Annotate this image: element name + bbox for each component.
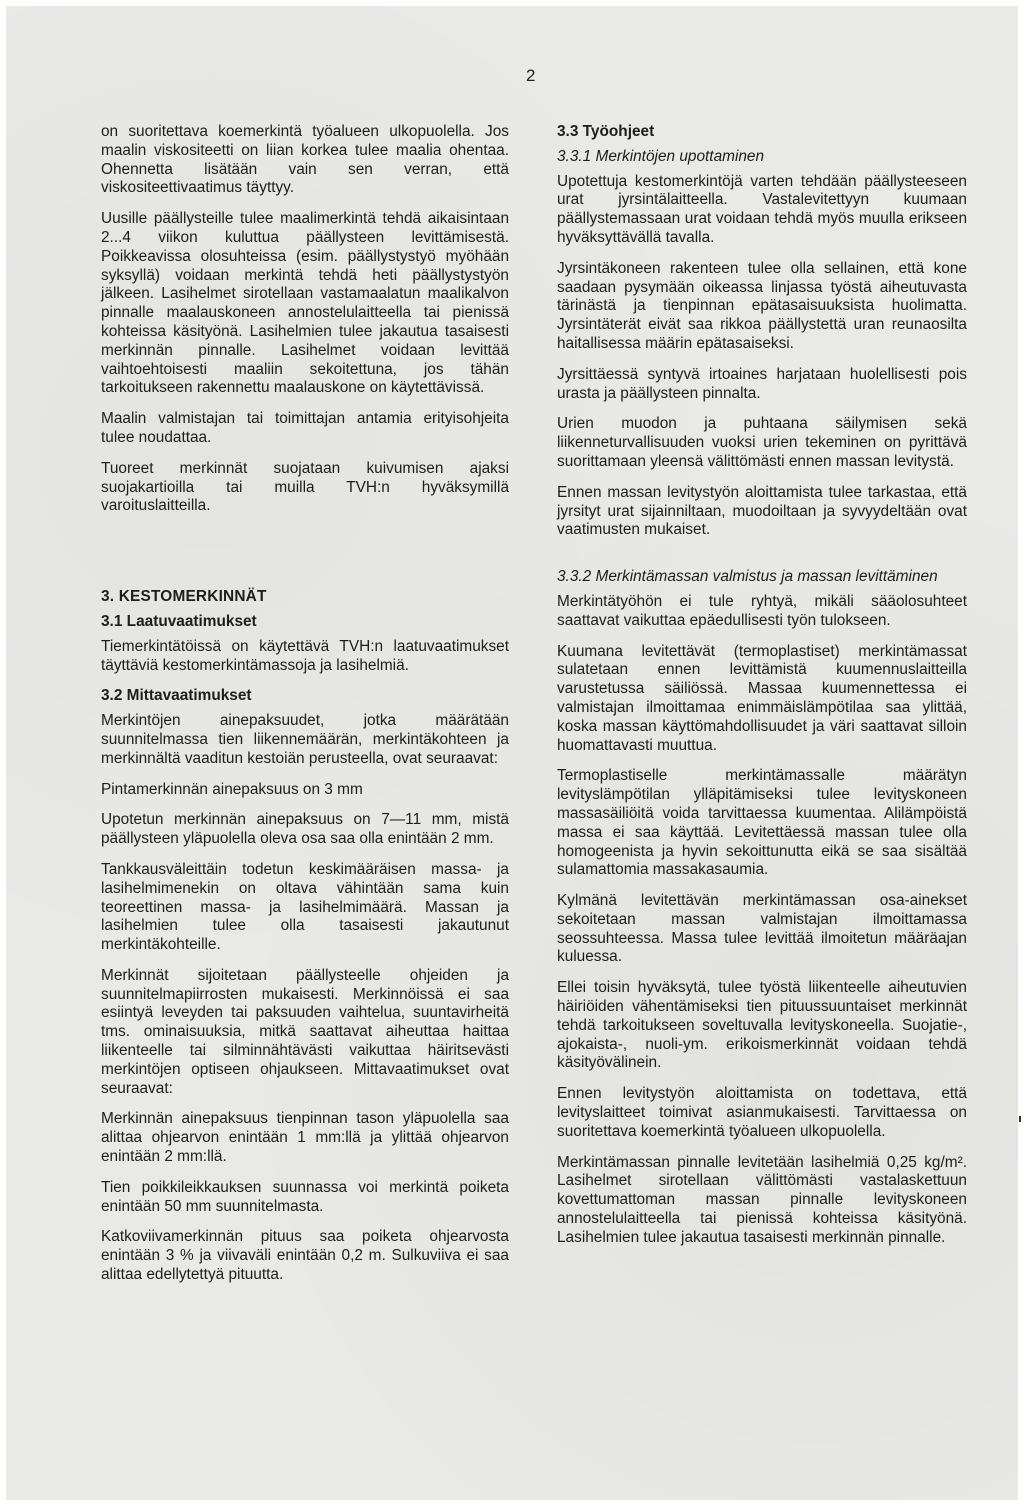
subsection-heading: 3.2 Mittavaatimukset — [101, 687, 252, 705]
paragraph: Tuoreet merkinnät suojataan kuivumisen ajaksi suojakartioilla tai muilla TVH:n hyväksymillä varoituslaitteilla. — [101, 459, 509, 515]
paragraph: Tankkausväleittäin todetun keskimääräisen massa- ja lasihelmimenekin on oltava vähintään sama kuin teoreettinen massa- ja lasihelmimäärä. Massan ja lasihelmien tulee olla tasaisesti jakautunut merkintäkohteille. — [101, 860, 509, 954]
paragraph: Ennen massan levitystyön aloittamista tulee tarkastaa, että jyrsityt urat sijainniltaan, muodoiltaan ja syvyydeltään ovat vaatimusten mukaiset. — [557, 483, 967, 539]
right-column — [557, 123, 967, 1260]
paragraph: Termoplastiselle merkintämassalle määrätyn levityslämpötilan ylläpitämiseksi tulee levityskoneen massasäiliöitä voida tarvittaessa kuumentaa. Alilämpöistä massa ei saa käyttää. Levitettäessä massan tulee olla homogeenista ja hyvin sekoittunutta eikä se saa sisältää sulamattomia massakasaumia. — [557, 767, 967, 879]
subsection-heading: 3.3 Työohjeet — [557, 123, 655, 140]
paragraph: Ellei toisin hyväksytä, tulee työstä liikenteelle aiheutuvien häiriöiden vähentämiseksi tien pituussuuntaiset merkinnät tehdä tarkoitukseen soveltuvalla levityskoneella. Suojatie-, ajokaista-, nuoli-ym. erikoismerkinnät voidaan tehdä käsityövälinein. — [557, 979, 967, 1072]
paragraph: Tien poikkileikkauksen suunnassa voi merkintä poiketa enintään 50 mm suunnitelmasta. — [101, 1178, 509, 1215]
paragraph: Jyrsittäessä syntyvä irtoaines harjataan huolellisesti pois urasta ja päällysteen pinnalta. — [557, 365, 967, 402]
paragraph: Merkintätyöhön ei tule ryhtyä, mikäli sääolosuhteet saattavat vaikuttaa epäedullisesti työn tulokseen. — [557, 592, 967, 629]
paragraph: Merkintöjen ainepaksuudet, jotka määrätään suunnitelmassa tien liikennemäärän, merkintäkohteen ja merkinnältä vaaditun kestoiän perusteella, ovat seuraavat: — [101, 712, 509, 767]
paragraph: Kylmänä levitettävän merkintämassan osa-ainekset sekoitetaan massan valmistajan ilmoittamassa seossuhteessa. Massa tulee levittää ilmoitetun määräajan kuluessa. — [557, 892, 967, 966]
paragraph: Kuumana levitettävät (termoplastiset) merkintämassat sulatetaan ennen levittämistä kuumennuslaitteilla varustetussa säiliössä. Massaa kuumennettessa ei valmistajan ilmoittamaa enimmäislämpötilaa saa ylittää, koska massan käyttömahdollisuudet ja väri saattavat silloin huomattavasti muuttua. — [557, 642, 967, 754]
document-page — [6, 6, 1018, 1500]
paragraph: Katkoviivamerkinnän pituus saa poiketa ohjearvosta enintään 3 % ja viivaväli enintään 0,2 m. Sulkuviiva ei saa alittaa edellytettyä pituutta. — [101, 1228, 509, 1284]
paragraph: Urien muodon ja puhtaana säilymisen sekä liikenneturvallisuuden vuoksi urien tekeminen on pyrittävä suorittamaan yleensä välittömästi ennen massan levitystä. — [557, 415, 967, 470]
section-heading: 3. KESTOMERKINNÄT — [101, 588, 267, 606]
paragraph: Ennen levitystyön aloittamista on todettava, että levityslaitteet toimivat asianmukaisesti. Tarvittaessa on suoritettava koemerkintä työalueen ulkopuolella. — [557, 1085, 967, 1140]
paragraph: Jyrsintäkoneen rakenteen tulee olla sellainen, että kone saadaan pysymään oikeassa linjassa työstä aiheutuvasta tärinästä ja tienpinnan epätasaisuuksista huolimatta. Jyrsintäterät eivät saa rikkoa päällystettä uran reunaosilta haitallisessa määrin epätasaiseksi. — [557, 259, 967, 352]
paragraph: Pintamerkinnän ainepaksuus on 3 mm — [101, 780, 363, 798]
paragraph: Tiemerkintätöissä on käytettävä TVH:n laatuvaatimukset täyttäviä kestomerkintämassoja ja lasihelmiä. — [101, 637, 509, 674]
paragraph: Upotettuja kestomerkintöjä varten tehdään päällysteeseen urat jyrsintälaitteella. Vastalevitettyyn kuumaan päällystemassaan urat voidaan tehdä myös muulla erikseen hyväksyttävällä tavalla. — [557, 172, 967, 246]
paragraph: Upotetun merkinnän ainepaksuus on 7—11 mm, mistä päällysteen yläpuolella oleva osa saa olla enintään 2 mm. — [101, 811, 509, 848]
left-column — [101, 123, 509, 1297]
subsubsection-heading: 3.3.2 Merkintämassan valmistus ja massan levittäminen — [557, 568, 938, 586]
paragraph: Uusille päällysteille tulee maalimerkintä tehdä aikaisintaan 2...4 viikon kuluttua päällysteen levittämisestä. Poikkeavissa olosuhteissa (esim. päällystystyö myöhään syksyllä) voidaan merkintä tehdä heti päällystystyön jälkeen. Lasihelmet sirotellaan vastamaalatun maalikalvon pinnalle maalauskoneen annostelulaitteella tai pienissä kohteissa käsityönä. Lasihelmien tulee jakautua tasaisesti merkinnän pinnalle. Lasihelmet voidaan levittää vaihtoehtoisesti maaliin sekoitettuna, jos tähän tarkoitukseen rakennettu maalauskone on käytettävissä. — [101, 210, 509, 397]
paragraph: Maalin valmistajan tai toimittajan antamia erityisohjeita tulee noudattaa. — [101, 410, 509, 446]
paragraph: on suoritettava koemerkintä työalueen ulkopuolella. Jos maalin viskositeetti on liian korkea tulee maalia ohentaa. Ohennetta lisätään vain sen verran, että viskositeettivaatimus täyttyy. — [101, 123, 509, 197]
subsection-heading: 3.1 Laatuvaatimukset — [101, 612, 257, 630]
paragraph: Merkinnät sijoitetaan päällysteelle ohjeiden ja suunnitelmapiirrosten mukaisesti. Merkinnöissä ei saa esiintyä leveyden tai paksuuden vaihtelua, suuntavirheitä tms. ominaisuuksia, mitkä saattavat aiheuttaa haittaa liikenteelle tai silminnähtävästi vaikuttaa häiritsevästi merkintöjen optiseen ohjaukseen. Mittavaatimukset ovat seuraavat: — [101, 966, 509, 1097]
scan-speck — [1019, 1116, 1021, 1122]
subsubsection-heading: 3.3.1 Merkintöjen upottaminen — [557, 147, 765, 165]
paragraph: Merkinnän ainepaksuus tienpinnan tason yläpuolella saa alittaa ohjearvon enintään 1 mm:llä ja ylittää ohjearvon enintään 2 mm:llä. — [101, 1110, 509, 1166]
paragraph: Merkintämassan pinnalle levitetään lasihelmiä 0,25 kg/m². Lasihelmet sirotellaan välittömästi vastalaskettuun kovettumattoman massan pinnalle levityskoneen annostelulaitteella tai pienissä kohteissa käsityönä. Lasihelmien tulee jakautua tasaisesti merkinnän pinnalle. — [557, 1153, 967, 1246]
page-number: 2 — [526, 66, 536, 85]
